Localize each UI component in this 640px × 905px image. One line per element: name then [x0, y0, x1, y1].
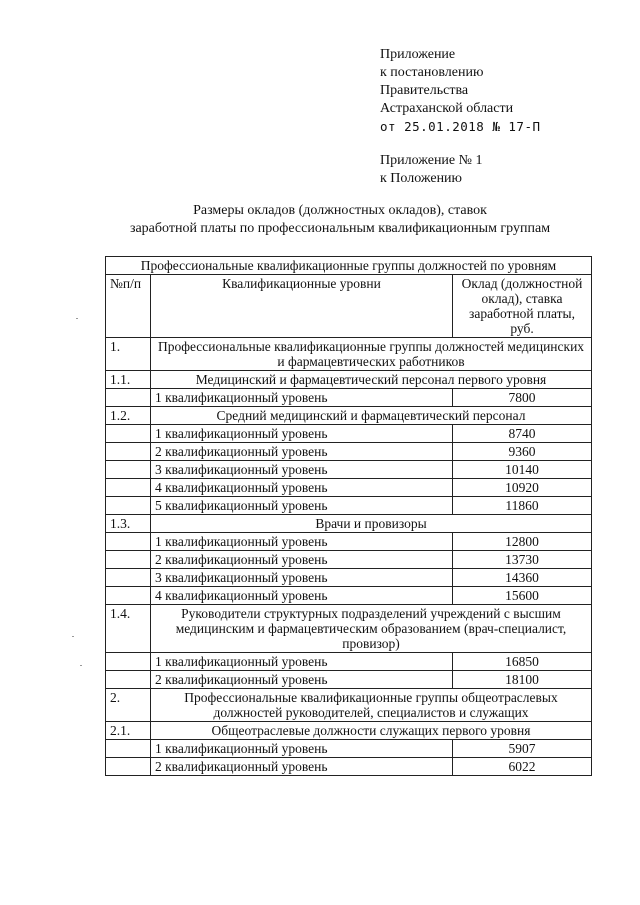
appendix-line-2: к постановлению	[380, 65, 484, 80]
section-title: Профессиональные квалификационные группы должностей медицинских и фармацевтических работников	[151, 338, 592, 371]
header-level: Квалификационные уровни	[151, 275, 453, 338]
table-row	[106, 389, 592, 407]
section-row	[106, 722, 592, 740]
qualification-level: 3 квалификационный уровень	[151, 461, 453, 479]
salary-amount: 11860	[453, 497, 592, 515]
salary-amount: 10920	[453, 479, 592, 497]
appendix-line-3: Правительства	[380, 83, 469, 98]
table-banner: Профессиональные квалификационные группы должностей по уровням	[106, 257, 592, 275]
salary-amount: 9360	[453, 443, 592, 461]
salary-amount: 12800	[453, 533, 592, 551]
appendix-line-4: Астраханской области	[380, 101, 514, 116]
salary-amount: 16850	[453, 653, 592, 671]
section-row	[106, 689, 592, 722]
qualification-level: 1 квалификационный уровень	[151, 533, 453, 551]
table-row	[106, 497, 592, 515]
qualification-level: 5 квалификационный уровень	[151, 497, 453, 515]
qualification-level: 2 квалификационный уровень	[151, 443, 453, 461]
title-line-2: заработной платы по профессиональным квалификационным группам	[129, 221, 551, 236]
salary-amount: 14360	[453, 569, 592, 587]
qualification-level: 4 квалификационный уровень	[151, 587, 453, 605]
qualification-level: 1 квалификационный уровень	[151, 389, 453, 407]
qualification-level: 2 квалификационный уровень	[151, 758, 453, 776]
table-row	[106, 533, 592, 551]
empty-cell	[106, 497, 151, 515]
table-row	[106, 425, 592, 443]
section-number: 1.4.	[106, 605, 151, 653]
empty-cell	[106, 671, 151, 689]
section-number: 2.1.	[106, 722, 151, 740]
appendix-header	[380, 46, 541, 136]
section-number: 2.	[106, 689, 151, 722]
scan-dust	[76, 318, 78, 319]
appendix-decree-line: от 25.01.2018 № 17-П	[380, 119, 541, 134]
salary-amount: 6022	[453, 758, 592, 776]
table-row	[106, 758, 592, 776]
empty-cell	[106, 443, 151, 461]
salary-amount: 8740	[453, 425, 592, 443]
salary-table-body	[106, 257, 592, 776]
scan-dust	[72, 636, 74, 637]
table-row	[106, 740, 592, 758]
section-row	[106, 515, 592, 533]
header-num: №п/п	[106, 275, 151, 338]
table-row	[106, 443, 592, 461]
empty-cell	[106, 389, 151, 407]
scan-dust	[80, 665, 82, 666]
empty-cell	[106, 461, 151, 479]
empty-cell	[106, 569, 151, 587]
section-number: 1.	[106, 338, 151, 371]
section-title: Общеотраслевые должности служащих первого уровня	[151, 722, 592, 740]
section-title: Профессиональные квалификационные группы общеотраслевых должностей руководителей, специалистов и служащих	[151, 689, 592, 722]
title-line-1: Размеры окладов (должностных окладов), ставок	[193, 203, 487, 218]
table-row	[106, 461, 592, 479]
section-number: 1.2.	[106, 407, 151, 425]
qualification-level: 4 квалификационный уровень	[151, 479, 453, 497]
empty-cell	[106, 479, 151, 497]
salary-amount: 5907	[453, 740, 592, 758]
qualification-level: 2 квалификационный уровень	[151, 551, 453, 569]
section-title: Медицинский и фармацевтический персонал первого уровня	[151, 371, 592, 389]
section-row	[106, 338, 592, 371]
appendix-regulation	[380, 152, 483, 188]
appendix2-line-2: к Положению	[380, 171, 463, 186]
qualification-level: 1 квалификационный уровень	[151, 425, 453, 443]
salary-amount: 13730	[453, 551, 592, 569]
table-row	[106, 653, 592, 671]
empty-cell	[106, 740, 151, 758]
table-row	[106, 551, 592, 569]
header-salary: Оклад (должностной оклад), ставка заработной платы, руб.	[453, 275, 592, 338]
table-banner-row	[106, 257, 592, 275]
appendix2-line-1: Приложение № 1	[380, 153, 483, 168]
section-title: Врачи и провизоры	[151, 515, 592, 533]
empty-cell	[106, 425, 151, 443]
section-row	[106, 605, 592, 653]
empty-cell	[106, 758, 151, 776]
empty-cell	[106, 587, 151, 605]
qualification-level: 1 квалификационный уровень	[151, 740, 453, 758]
salary-table	[105, 256, 592, 776]
section-number: 1.1.	[106, 371, 151, 389]
salary-amount: 7800	[453, 389, 592, 407]
empty-cell	[106, 551, 151, 569]
table-row	[106, 569, 592, 587]
empty-cell	[106, 533, 151, 551]
salary-amount: 10140	[453, 461, 592, 479]
section-title: Руководители структурных подразделений учреждений с высшим медицинским и фармацевтическим образованием (врач-специалист, провизор)	[151, 605, 592, 653]
appendix-line-1: Приложение	[380, 47, 456, 62]
table-header-row	[106, 275, 592, 338]
section-title: Средний медицинский и фармацевтический персонал	[151, 407, 592, 425]
qualification-level: 3 квалификационный уровень	[151, 569, 453, 587]
qualification-level: 2 квалификационный уровень	[151, 671, 453, 689]
empty-cell	[106, 653, 151, 671]
table-row	[106, 671, 592, 689]
qualification-level: 1 квалификационный уровень	[151, 653, 453, 671]
document-title	[100, 202, 580, 238]
table-row	[106, 587, 592, 605]
salary-amount: 15600	[453, 587, 592, 605]
table-row	[106, 479, 592, 497]
section-number: 1.3.	[106, 515, 151, 533]
section-row	[106, 371, 592, 389]
section-row	[106, 407, 592, 425]
salary-amount: 18100	[453, 671, 592, 689]
